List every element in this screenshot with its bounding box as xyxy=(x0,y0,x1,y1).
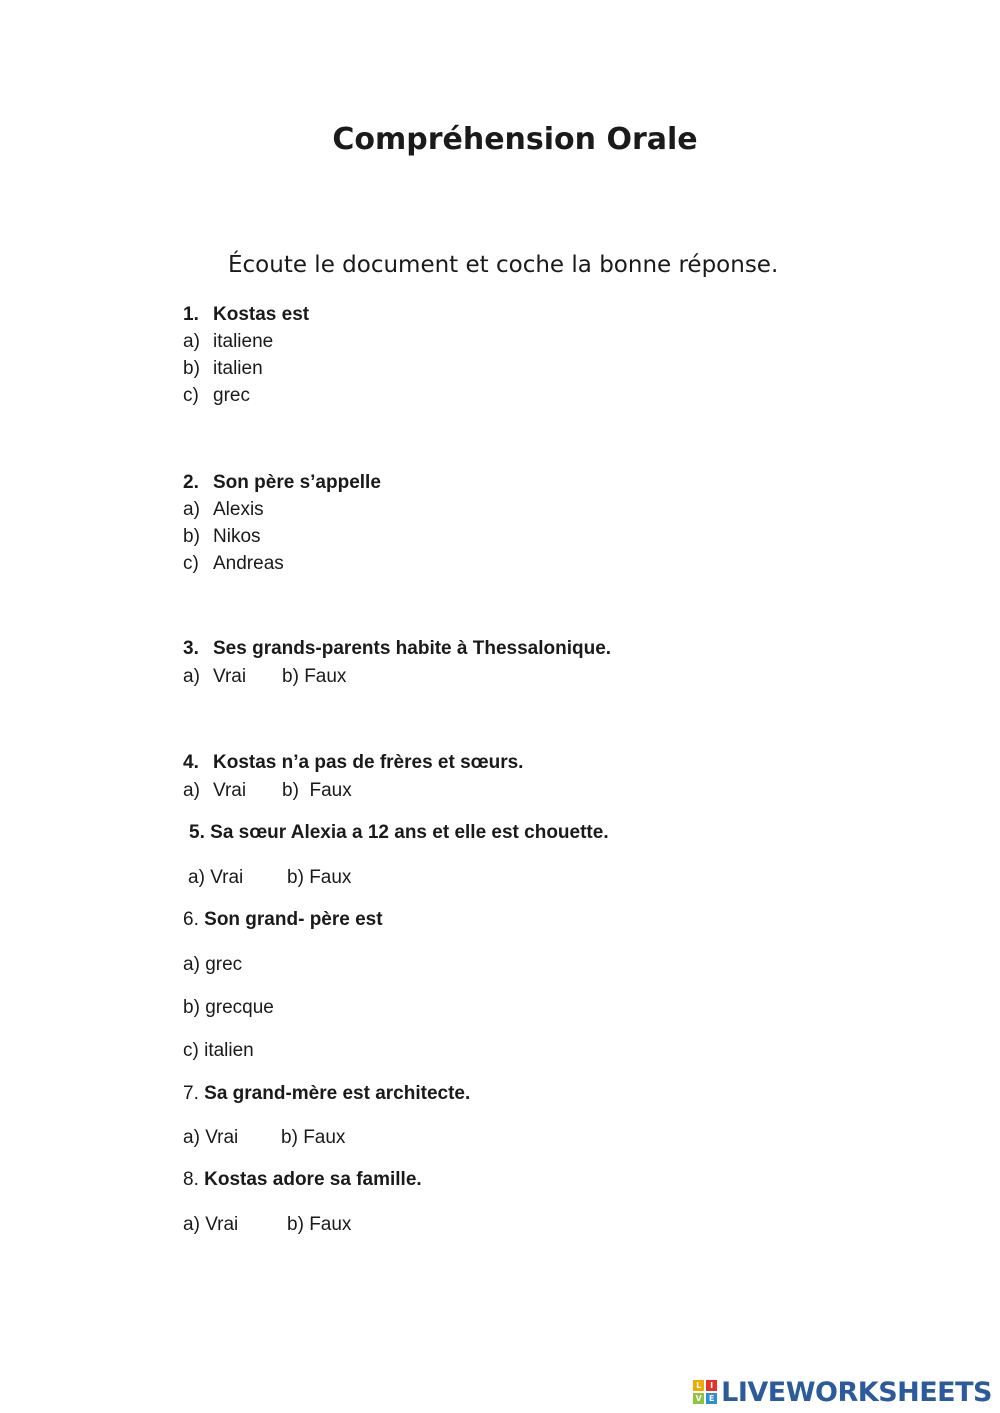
option-label: Vrai xyxy=(213,780,247,801)
option-letter: a) xyxy=(183,954,200,975)
logo-mark-icon xyxy=(693,1380,717,1404)
option-q5-b[interactable] xyxy=(287,867,351,889)
question-text: Kostas est xyxy=(213,304,310,325)
option-label: italien xyxy=(213,358,263,379)
question-7 xyxy=(183,1083,470,1105)
option-label: Faux xyxy=(309,867,352,888)
option-q4-a[interactable] xyxy=(183,780,246,802)
question-text: Sa sœur Alexia a 12 ans et elle est chouette. xyxy=(210,822,609,843)
option-letter: b) xyxy=(287,867,304,888)
option-label: Faux xyxy=(304,666,347,687)
option-q2-b[interactable] xyxy=(183,526,261,548)
option-label: Faux xyxy=(303,1127,346,1148)
question-text: Ses grands-parents habite à Thessalonique. xyxy=(213,638,612,659)
option-letter: a) xyxy=(188,867,205,888)
liveworksheets-logo[interactable] xyxy=(693,1377,992,1407)
instruction-text: Écoute le document et coche la bonne réponse. xyxy=(228,252,779,278)
option-q7-a[interactable] xyxy=(183,1127,238,1149)
question-number: 8. xyxy=(183,1169,199,1190)
option-q6-c[interactable] xyxy=(183,1040,254,1062)
option-label: Vrai xyxy=(205,1127,239,1148)
option-q4-b[interactable] xyxy=(282,780,352,802)
logo-text: LIVEWORKSHEETS xyxy=(721,1376,992,1408)
option-label: italiene xyxy=(213,331,274,352)
question-text: Son père s’appelle xyxy=(213,472,381,493)
option-label: Vrai xyxy=(213,666,247,687)
question-text: Kostas adore sa famille. xyxy=(204,1169,422,1190)
option-q1-a[interactable] xyxy=(183,331,273,353)
option-letter: c) xyxy=(183,553,199,574)
option-label: Nikos xyxy=(213,526,261,547)
option-letter: b) xyxy=(282,780,299,801)
question-8 xyxy=(183,1169,422,1191)
option-letter: c) xyxy=(183,385,199,406)
option-q2-a[interactable] xyxy=(183,499,264,521)
question-3 xyxy=(183,638,611,660)
option-q1-b[interactable] xyxy=(183,358,263,380)
question-number: 2. xyxy=(183,472,199,493)
option-q8-b[interactable] xyxy=(287,1214,351,1236)
question-text: Kostas n’a pas de frères et sœurs. xyxy=(213,752,524,773)
question-number: 3. xyxy=(183,638,199,659)
option-label: italien xyxy=(204,1040,254,1061)
option-letter: a) xyxy=(183,666,200,687)
option-letter: a) xyxy=(183,1214,200,1235)
option-letter: b) xyxy=(287,1214,304,1235)
question-5 xyxy=(189,822,609,844)
option-letter: b) xyxy=(183,526,200,547)
option-letter: c) xyxy=(183,1040,199,1061)
question-text: Son grand- père est xyxy=(204,909,383,930)
question-number: 7. xyxy=(183,1083,199,1104)
option-letter: a) xyxy=(183,499,200,520)
option-label: Faux xyxy=(309,780,352,801)
option-label: Andreas xyxy=(213,553,284,574)
option-q8-a[interactable] xyxy=(183,1214,238,1236)
logo-mark-tile: I xyxy=(706,1380,717,1391)
question-6 xyxy=(183,909,383,931)
question-4 xyxy=(183,752,523,774)
logo-mark-tile: L xyxy=(693,1380,704,1391)
option-q3-a[interactable] xyxy=(183,666,246,688)
logo-mark-tile: V xyxy=(693,1393,704,1404)
option-label: Vrai xyxy=(210,867,244,888)
question-number: 6. xyxy=(183,909,199,930)
option-letter: a) xyxy=(183,1127,200,1148)
option-label: grec xyxy=(213,385,250,406)
option-letter: b) xyxy=(183,997,200,1018)
option-label: Vrai xyxy=(205,1214,239,1235)
option-q2-c[interactable] xyxy=(183,553,284,575)
option-q6-b[interactable] xyxy=(183,997,274,1019)
question-number: 1. xyxy=(183,304,199,325)
question-number: 5. xyxy=(189,822,205,843)
page-title: Compréhension Orale xyxy=(332,122,698,157)
option-label: grecque xyxy=(205,997,274,1018)
option-letter: a) xyxy=(183,331,200,352)
option-label: Alexis xyxy=(213,499,264,520)
question-1 xyxy=(183,304,309,326)
question-number: 4. xyxy=(183,752,199,773)
question-2 xyxy=(183,472,381,494)
option-q1-c[interactable] xyxy=(183,385,250,407)
question-text: Sa grand-mère est architecte. xyxy=(204,1083,471,1104)
option-label: Faux xyxy=(309,1214,352,1235)
option-q7-b[interactable] xyxy=(281,1127,345,1149)
option-q6-a[interactable] xyxy=(183,954,242,976)
option-letter: b) xyxy=(282,666,299,687)
option-q3-b[interactable] xyxy=(282,666,346,688)
option-letter: a) xyxy=(183,780,200,801)
option-letter: b) xyxy=(183,358,200,379)
option-label: grec xyxy=(205,954,243,975)
option-q5-a[interactable] xyxy=(188,867,243,889)
logo-mark-tile: E xyxy=(706,1393,717,1404)
option-letter: b) xyxy=(281,1127,298,1148)
